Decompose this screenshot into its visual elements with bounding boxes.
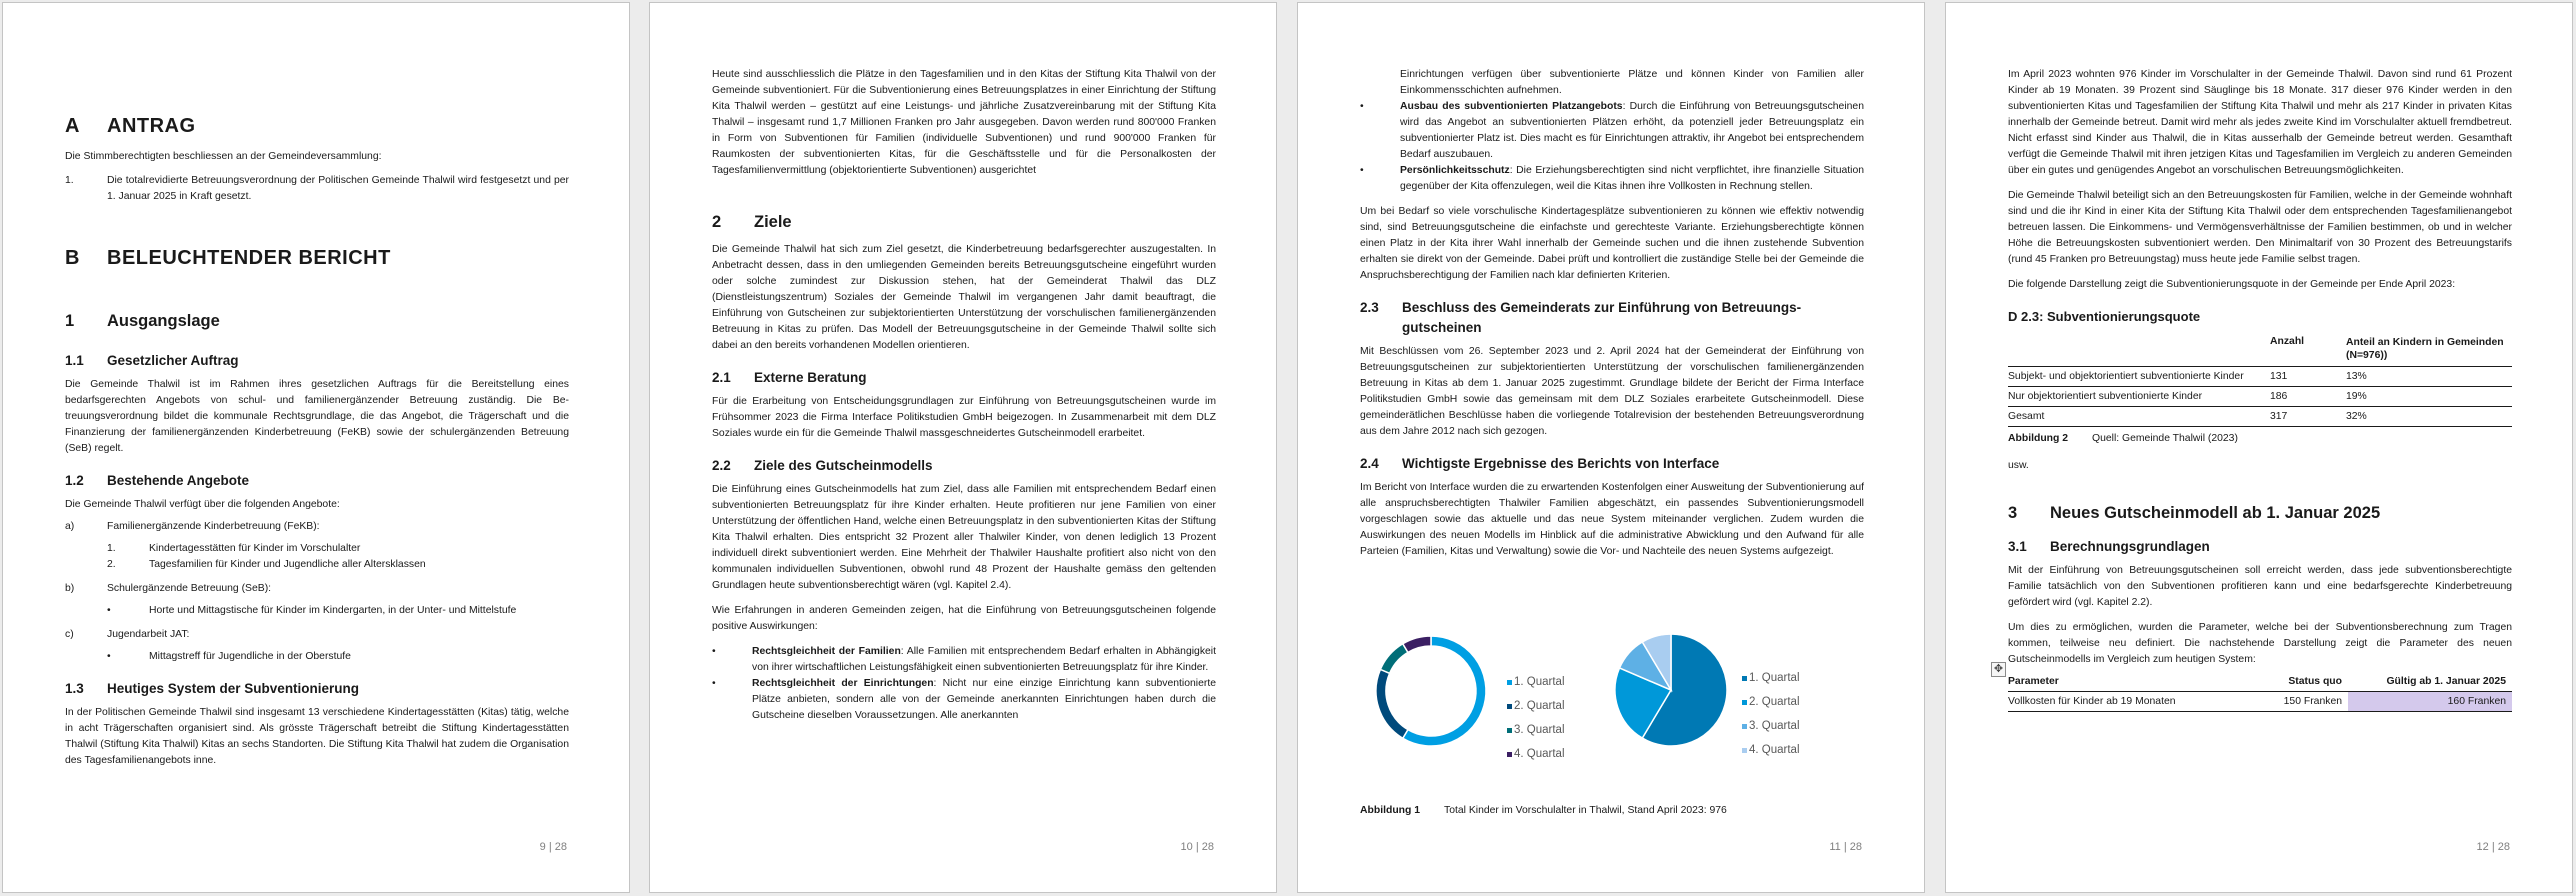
pie-chart-legend: [1742, 672, 1800, 756]
legend-swatch: [1742, 724, 1747, 729]
chart-slice-1: [1403, 636, 1486, 746]
offer-group-fekb: a) Familienergänzende Kinderbetreuung (FeKB):: [65, 521, 320, 532]
bullet-item: • Persönlichkeitsschutz: Die Erziehungsberechtigten sind nicht verpflichtet, ihre finanzielle Situation gegenüber der Kita offenzulegen, weil die Kitas ihnen ihre Vollkosten in Rechnung stellen.: [1360, 165, 1864, 192]
offer-group-jat: c) Jugendarbeit JAT:: [65, 629, 190, 640]
paragraph-berechnungsgrundlagen: Mit der Einführung von Betreuungsgutscheinen soll erreicht werden, dass jede subventionsberechtigte Familie tatsächlich von den Subventionen profitieren kann und eine bedarfsgerechte Kinderbetreuung gefördert wird (vgl. Kapitel 2.2).: [2008, 565, 2512, 608]
figure-1-caption: Abbildung 1 Total Kinder im Vorschulalter in Thalwil, Stand April 2023: 976: [1360, 805, 1727, 816]
usw-text: usw.: [2008, 460, 2029, 471]
figure-1-charts: [1338, 631, 1898, 771]
legend-swatch: [1742, 748, 1747, 753]
paragraph-kinder-vorschulalter: Im April 2023 wohnten 976 Kinder im Vorschulalter in der Gemeinde Thalwil. Davon sind rund 61 Prozent Kinder ab 19 Monaten. 39 Prozent sind Säuglinge bis 18 Monate. 317 dieser 976 Kinder werden in den subventionierten Kitas und Tagesfamilien der Stiftung Kita Thalwil und mehr als 217 Kinder in privaten Kitas innerhalb der Gemeinde betreut. Damit wird mehr als jedes zweite Kind im Vorschulalter aktuell fremdbetreut. Nicht erfasst sind Kinder aus Thalwil, die in Kitas ausserhalb der Gemeinde betreut werden. Gesamthaft verfügt die Gemeinde Thalwil mit ihren jetzigen Kitas und Tagesfamilien im Vergleich zu anderen Gemeinden über ein gutes und genügendes Angebot an vorschulischen Betreuungsmöglichkeiten.: [2008, 69, 2512, 176]
heading-beschluss-gemeinderat: 2.3 Beschluss des Gemeinderats zur Einführung von Betreuungsgutscheinen: [1360, 300, 1802, 335]
paragraph-subventionierung: Heute sind ausschliesslich die Plätze in den Tagesfamilien und in den Kitas der Stiftung Kita Thalwil von der Gemeinde subventioniert. Für die Subventionierung eines Betreuungsplatzes in einer Einrichtung der Stiftung Kita Thalwil werden – gestützt auf eine Leistungs- und jährliche Zusatzvereinbarung mit der Stiftung Kita Thalwil – insgesamt rund 1,7 Millionen Franken pro Jahr ausgegeben. Davon werden rund 800'000 Franken in Form von Subventionen für Familien (individuelle Subventionen) und rund 900'000 Franken für Raumkosten der subventionierten Kitas, für die Geschäftsstelle und für die Personalkosten der Tagesfamilienvermittlung (objektorientierte Subventionen) ausgerichtet: [712, 69, 1216, 176]
page-number: 9 | 28: [539, 841, 567, 853]
heading-ergebnisse-interface: 2.4 Wichtigste Ergebnisse des Berichts von Interface: [1360, 456, 1720, 471]
chart-slice-3: [1380, 644, 1407, 674]
quota-table-title: D 2.3: Subventionierungsquote: [2008, 309, 2201, 324]
heading-ziele-gutscheinmodell: 2.2 Ziele des Gutscheinmodells: [712, 458, 933, 473]
doughnut-chart-legend: [1507, 676, 1565, 760]
bullet-item: • Ausbau des subventionierten Platzangebots: Durch die Einführung von Betreuungsgutscheinen wird das Angebot an subventionierten Plätzen erhöht, da potenziell jeder Betreuungsplatz ein subventionierter Platz ist. Dies macht es für Einrichtungen attraktiv, ihr Angebot bei entsprechendem Bedarf auszubauen.: [1360, 101, 1864, 160]
bullet-item: • Rechtsgleichheit der Einrichtungen: Nicht nur eine einzige Einrichtung kann subventionierte Plätze anbieten, sondern alle von der Gemeinde anerkannten Einrichtungen haben durch die Gutscheine dieselben Voraussetzungen. Alle anerkannten: [712, 678, 1216, 721]
legend-swatch: [1742, 700, 1747, 705]
document-page-10: [649, 2, 1277, 893]
document-page-11: [1297, 2, 1925, 893]
paragraph-externe-beratung: Für die Erarbeitung von Entscheidungsgrundlagen zur Einführung von Betreuungsgutscheinen wurde im Frühsommer 2023 die Firma Interface Politikstudien GmbH beigezogen. In Zusammenarbeit mit dem DLZ Soziales wurde ein für die Gemeinde Thalwil massgeschneidertes Gutscheinmodell erarbeitet.: [712, 396, 1216, 439]
legend-swatch: [1507, 680, 1512, 685]
antrag-intro: Die Stimmberechtigten beschliessen an der Gemeindeversammlung:: [65, 151, 382, 162]
column-header: Anzahl: [2270, 336, 2305, 347]
legend-swatch: [1507, 704, 1512, 709]
legend-label: 4. Quartal: [1514, 748, 1565, 760]
offer-group-seb: b) Schulergänzende Betreuung (SeB):: [65, 583, 272, 594]
bullet-item: • Rechtsgleichheit der Familien: Alle Familien mit entsprechendem Bedarf erhalten in Abhängigkeit von ihrer wirtschaftlichen Leistungsfähigkeit einen subventionierten Betreuungsplatz für ihre Kinder.: [712, 646, 1216, 673]
page-number: 12 | 28: [2476, 841, 2510, 853]
column-header: Anteil an Kindern in Gemeinden (N=976)): [2346, 337, 2504, 361]
page-number: 10 | 28: [1180, 841, 1214, 853]
quota-table: [2008, 332, 2512, 427]
paragraph-ziele: Die Gemeinde Thalwil hat sich zum Ziel gesetzt, die Kinderbetreuung bedarfsgerechter auszugestalten. In Anbetracht dessen, dass in den umliegenden Gemeinden bereits Betreuungsgutscheine eingeführt wurden oder solche zumindest zur Diskussion stehen, hat der Gemeinderat Thalwil das DLZ (Dienstleistungszentrum) Soziales der Gemeinde Thalwil im vergangenen Jahr damit beauftragt, die Einführung von Gutscheinen zur subjektorientierten Unterstützung der vorschulischen familienergänzenden Betreuung in Kitas zu prüfen. Das Modell der Betreuungsgutscheine in der Gemeinde Thalwil sollte sich dabei an den bereits vorhandenen Modellen orientieren.: [712, 244, 1216, 351]
bullet-continuation: Einrichtungen verfügen über subventionierte Plätze und können Kinder von Familien aller Einkommensschichten aufnehmen.: [1400, 69, 1864, 96]
part-heading-antrag: A ANTRAG: [65, 115, 196, 137]
paragraph-beschluss: Mit Beschlüssen vom 26. September 2023 und 2. April 2024 hat der Gemeinderat der Einführung von Betreuungsgutscheinen zur subjektorientierten Unterstützung der vorschulischen familienergänzenden Betreuung in Kitas ab dem 1. Januar 2025 zugestimmt. Grundlage bildete der Bericht der Firma Interface Politikstudien GmbH sowie das gemeinsam mit dem DLZ Soziales erarbeitete Gutscheinmodell. Diese gemeinderätlichen Beschlüsse haben die vorliegende Totalrevision der bestehenden Betreuungsverordnung aus dem Jahre 2012 nach sich gezogen.: [1360, 346, 1864, 437]
heading-ziele: 2 Ziele: [712, 213, 792, 231]
table-row: Gesamt 317 32%: [2008, 407, 2512, 427]
chart-slice-2: [1376, 669, 1408, 738]
parameter-table: [2008, 672, 2512, 712]
paragraph-angebote-intro: Die Gemeinde Thalwil verfügt über die folgenden Angebote:: [65, 499, 340, 510]
offer-item: 1. Kindertagesstätten für Kinder im Vorschulalter: [107, 543, 361, 554]
offer-item: 2. Tagesfamilien für Kinder und Jugendliche aller Altersklassen: [107, 559, 426, 570]
document-page-12: [1945, 2, 2573, 893]
paragraph-betreuungskosten: Die Gemeinde Thalwil beteiligt sich an den Betreuungskosten für Familien, welche in der Gemeinde wohnhaft sind und die ihr Kind in einer Kita der Stiftung Kita Thalwil oder dem entsprechenden Tagesfamilienangebot betreuen lassen. Die Einkommens- und Vermögensverhältnisse der Familien bestimmen, ob und in welcher Höhe die Betreuungskosten subventioniert werden. Den Minimaltarif von 30 Prozent des Betreuungstarifs (rund 45 Franken pro Betreuungstag) muss heute jede Familie selbst tragen.: [2008, 190, 2512, 265]
heading-ausgangslage: 1 Ausgangslage: [65, 312, 220, 330]
page-number: 11 | 28: [1829, 841, 1862, 853]
doughnut-chart: [1376, 636, 1486, 746]
paragraph-gesetzlicher-auftrag: Die Gemeinde Thalwil ist im Rahmen ihres gesetzlichen Auftrags für die Bereitstellung eines bedarfsgerechten Angebots von schul- und familienergänzender Betreuung zuständig. Die Betreuungsverordnung bildet die kommunale Rechtsgrundlage, die das Angebot, die Trägerschaft und die Finanzierung der familienergänzenden Kinderbetreuung (FeKB) sowie der schulergänzenden Betreuung (SeB) regelt.: [65, 379, 569, 454]
heading-heutiges-system: 1.3 Heutiges System der Subventionierung: [65, 681, 360, 696]
heading-externe-beratung: 2.1 Externe Beratung: [712, 370, 867, 385]
heading-gesetzlicher-auftrag: 1.1 Gesetzlicher Auftrag: [65, 353, 239, 368]
legend-label: 2. Quartal: [1514, 700, 1565, 712]
legend-label: 3. Quartal: [1749, 720, 1800, 732]
heading-bestehende-angebote: 1.2 Bestehende Angebote: [65, 473, 250, 488]
offer-item: • Mittagstreff für Jugendliche in der Oberstufe: [107, 651, 351, 662]
table-row: Nur objektorientiert subventionierte Kinder 186 19%: [2008, 387, 2512, 407]
antrag-item: 1. Die totalrevidierte Betreuungsverordnung der Politischen Gemeinde Thalwil wird festgesetzt und per 1. Januar 2025 in Kraft gesetzt.: [65, 175, 569, 202]
paragraph-ziele-gutscheinmodell: Die Einführung eines Gutscheinmodells hat zum Ziel, dass alle Familien mit entsprechendem Bedarf einen subventionierten Betreuungsplatz für ihre Kinder erhalten. Heute profitieren nur jene Familien von einer Unterstützung der öffentlichen Hand, welche einen Betreuungsplatz in den subventionierten Kitas der Stiftung Kita Thalwil erhalten. Dies entspricht 32 Prozent aller Thalwiler Kinder, von denen lediglich 13 Prozent individuell direkt subventioniert werden. Eine Mehrheit der Thalwiler Haushalte profitiert also nicht von den kommunalen individuellen Subventionen, obwohl rund 48 Prozent der Haushalte gemäss den geltenden Grundlagen heute subventionsberechtigt wären (vgl. Kapitel 2.4).: [712, 484, 1216, 591]
heading-berechnungsgrundlagen: 3.1 Berechnungsgrundlagen: [2008, 539, 2210, 554]
table-row: Subjekt- und objektorientiert subventionierte Kinder 131 13%: [2008, 367, 2512, 387]
document-page-9: [2, 2, 630, 893]
legend-label: 1. Quartal: [1514, 676, 1565, 688]
column-header: Gültig ab 1. Januar 2025: [2386, 676, 2506, 687]
paragraph-ergebnisse: Im Bericht von Interface wurden die zu erwartenden Kostenfolgen einer Ausweitung der Subventionierung auf alle anspruchsberechtigten Thalwiler Familien abgeschätzt, ein passendes Subventionierungsmodell vorgeschlagen sowie das aktuelle und das neue System miteinander verglichen. Zudem wurden die Auswirkungen des neuen Modells im Hinblick auf die administrative Abwicklung und den Aufwand für alle Parteien (Familien, Kitas und Verwaltung) sowie die Vor- und Nachteile des neuen Systems aufgezeigt.: [1360, 482, 1864, 557]
column-header: Parameter: [2008, 676, 2059, 687]
legend-label: 2. Quartal: [1749, 696, 1800, 708]
offer-item: • Horte und Mittagstische für Kinder im Kindergarten, in der Unter- und Mittelstufe: [107, 605, 517, 616]
column-header: Status quo: [2288, 676, 2342, 687]
legend-swatch: [1742, 676, 1747, 681]
paragraph-bedarf: Um bei Bedarf so viele vorschulische Kindertagesplätze subventionieren zu können wie effektiv notwendig sind, sind Betreuungsgutscheine die einfachste und gerechteste Variante. Erziehungsberechtigte können einen Platz in der Kita ihrer Wahl innerhalb der Gemeinde suchen und die ihnen zustehende Subvention erhalten sie direkt von der Gemeinde. Dabei prüft und kontrolliert die zuständige Stelle bei der Gemeinde die Anspruchsberechtigung der Familien nach klar definierten Kriterien.: [1360, 206, 1864, 281]
legend-label: 4. Quartal: [1749, 744, 1800, 756]
figure-2-caption: Abbildung 2 Quell: Gemeinde Thalwil (2023): [2008, 433, 2238, 444]
pie-chart: [1615, 634, 1727, 746]
part-heading-bericht: B BELEUCHTENDER BERICHT: [65, 247, 391, 269]
paragraph-auswirkungen: Wie Erfahrungen in anderen Gemeinden zeigen, hat die Einführung von Betreuungsgutscheinen folgende positive Auswirkungen:: [712, 605, 1216, 632]
paragraph-darstellung: Die folgende Darstellung zeigt die Subventionierungsquote in der Gemeinde per Ende April 2023:: [2008, 279, 2456, 290]
legend-swatch: [1507, 728, 1512, 733]
legend-label: 1. Quartal: [1749, 672, 1800, 684]
table-row: Vollkosten für Kinder ab 19 Monaten 150 Franken 160 Franken: [2008, 692, 2512, 712]
chart-slice-4: [1403, 636, 1431, 652]
heading-neues-gutscheinmodell: 3 Neues Gutscheinmodell ab 1. Januar 2025: [2008, 504, 2381, 522]
move-icon[interactable]: ✥: [1991, 662, 2006, 677]
legend-label: 3. Quartal: [1514, 724, 1565, 736]
legend-swatch: [1507, 752, 1512, 757]
paragraph-heutiges-system: In der Politischen Gemeinde Thalwil sind insgesamt 13 verschiedene Kindertagesstätten (Kitas) tätig, welche in acht Trägerschaften organisiert sind. Als grösste Trägerschaft betreibt die Stiftung Kindertagesstätten Thalwil (Stiftung Kita Thalwil) Kitas an sechs Standorten. Die Stiftung Kita Thalwil hat zudem die Organisation des Tagesfamilienangebots inne.: [65, 707, 569, 766]
highlighted-cell: 160 Franken: [2348, 692, 2512, 712]
paragraph-parameter: Um dies zu ermöglichen, wurden die Parameter, welche bei der Subventionsberechnung zum Tragen kommen, teilweise neu definiert. Die nachstehende Darstellung zeigt die Parameter des neuen Gutscheinmodells im Vergleich zum heutigen System:: [2008, 622, 2512, 665]
